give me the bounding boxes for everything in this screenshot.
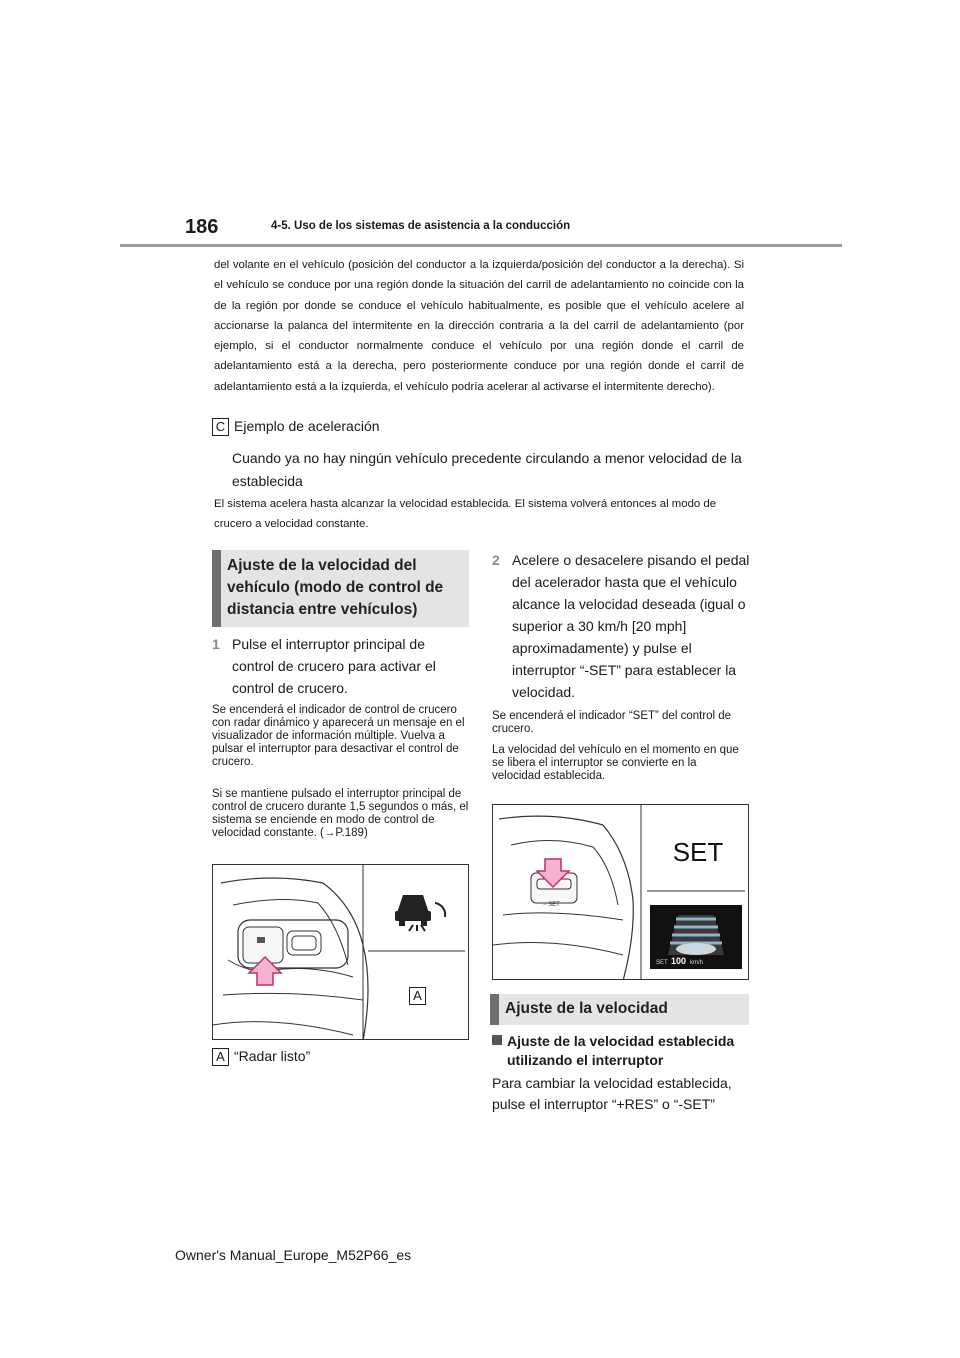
figure-set-switch [492, 804, 749, 980]
section-header: 4-5. Uso de los sistemas de asistencia a la conducción [271, 220, 571, 232]
subheading-text: Ajuste de la velocidad establecida utilizando el interruptor [507, 1033, 735, 1068]
example-c-note: El sistema acelera hasta alcanzar la velocidad establecida. El sistema volverá entonces al modo de crucero a velocidad constante. [214, 498, 717, 530]
caption-badge-a: A [212, 1048, 229, 1066]
step-2 [492, 549, 754, 703]
step-2-number: 2 [492, 552, 500, 568]
step-1-number: 1 [212, 636, 220, 652]
step-2-text: Acelere o desacelere pisando el pedal del acelerador hasta que el vehículo alcance la velocidad deseada (igual o superior a 30 km/h [20 mph] aproximadamente) y pulse el interruptor “-SET” para establecer la velocidad. [512, 552, 750, 700]
step-2-note-2: La velocidad del vehículo en el momento en que se libera el interruptor se convierte en la velocidad establecida. [492, 744, 739, 782]
example-c-description: Cuando ya no hay ningún vehículo precedente circulando a menor velocidad de la establecida [232, 450, 742, 489]
switch-set-label: − SET [543, 902, 560, 908]
badge-c: C [212, 418, 229, 436]
speed-setting-heading: Ajuste de la velocidad del vehículo (modo de control de distancia entre vehículos) [212, 550, 469, 627]
example-c-title-row [212, 418, 380, 436]
header-rule [120, 244, 842, 247]
step-2-note-1: Se encenderá el indicador “SET” del control de crucero. [492, 710, 732, 735]
intro-paragraph: del volante en el vehículo (posición del conductor a la izquierda/posición del conductor a la derecha). Si el vehículo se conduce por una región donde la situación del carril de adelantamiento no coincide con la de la región por donde se conduce el vehículo habitualmente, es posible que el vehículo acelere al accionarse la palanca del intermitente en la dirección contraria a la del carril de adelantamiento (por ejemplo, si el conductor normalmente conduce el vehículo por una región donde el carril de adelantamiento está a la derecha, pero posteriormente conduce por una región donde el carril de adelantamiento está a la izquierda, el vehículo podría acelerar al activarse el intermitente derecho). [214, 259, 744, 393]
step-1-note-2: Si se mantiene pulsado el interruptor principal de control de crucero durante 1,5 segundos o más, el sistema se enciende en modo de control de velocidad constante. (→P.189) [212, 788, 469, 839]
step-1-text: Pulse el interruptor principal de control de crucero para activar el control de crucero. [232, 636, 436, 696]
set-switch-illustration [493, 805, 749, 980]
figure-label-a: A [409, 987, 426, 1005]
square-bullet-icon [492, 1035, 502, 1045]
figure-radar-ready [212, 864, 469, 1040]
adjust-body-text: Para cambiar la velocidad establecida, pulse el interruptor “+RES” o “-SET” [492, 1075, 732, 1112]
caption-text: “Radar listo” [234, 1048, 311, 1064]
display-unit: km/h [690, 960, 704, 966]
display-set-label: SET [656, 960, 668, 966]
radar-cruise-icon [395, 895, 445, 931]
step-1-note-1: Se encenderá el indicador de control de crucero con radar dinámico y aparecerá un mensaje en el visualizador de información múltiple. Vuelva a pulsar el interruptor para desactivar el control de crucero. [212, 704, 465, 768]
speed-adjust-heading: Ajuste de la velocidad [490, 994, 749, 1025]
page-number: 186 [185, 216, 219, 238]
step-1 [212, 633, 470, 699]
display-speed: 100 [671, 956, 687, 966]
subheading-switch-adjust [492, 1032, 754, 1070]
set-indicator-text: SET [672, 837, 724, 867]
example-c-title: Ejemplo de aceleración [234, 418, 380, 434]
figure-caption [212, 1048, 310, 1066]
steering-switch-illustration [213, 865, 469, 1040]
footer: Owner's Manual_Europe_M52P66_es [175, 1247, 412, 1263]
